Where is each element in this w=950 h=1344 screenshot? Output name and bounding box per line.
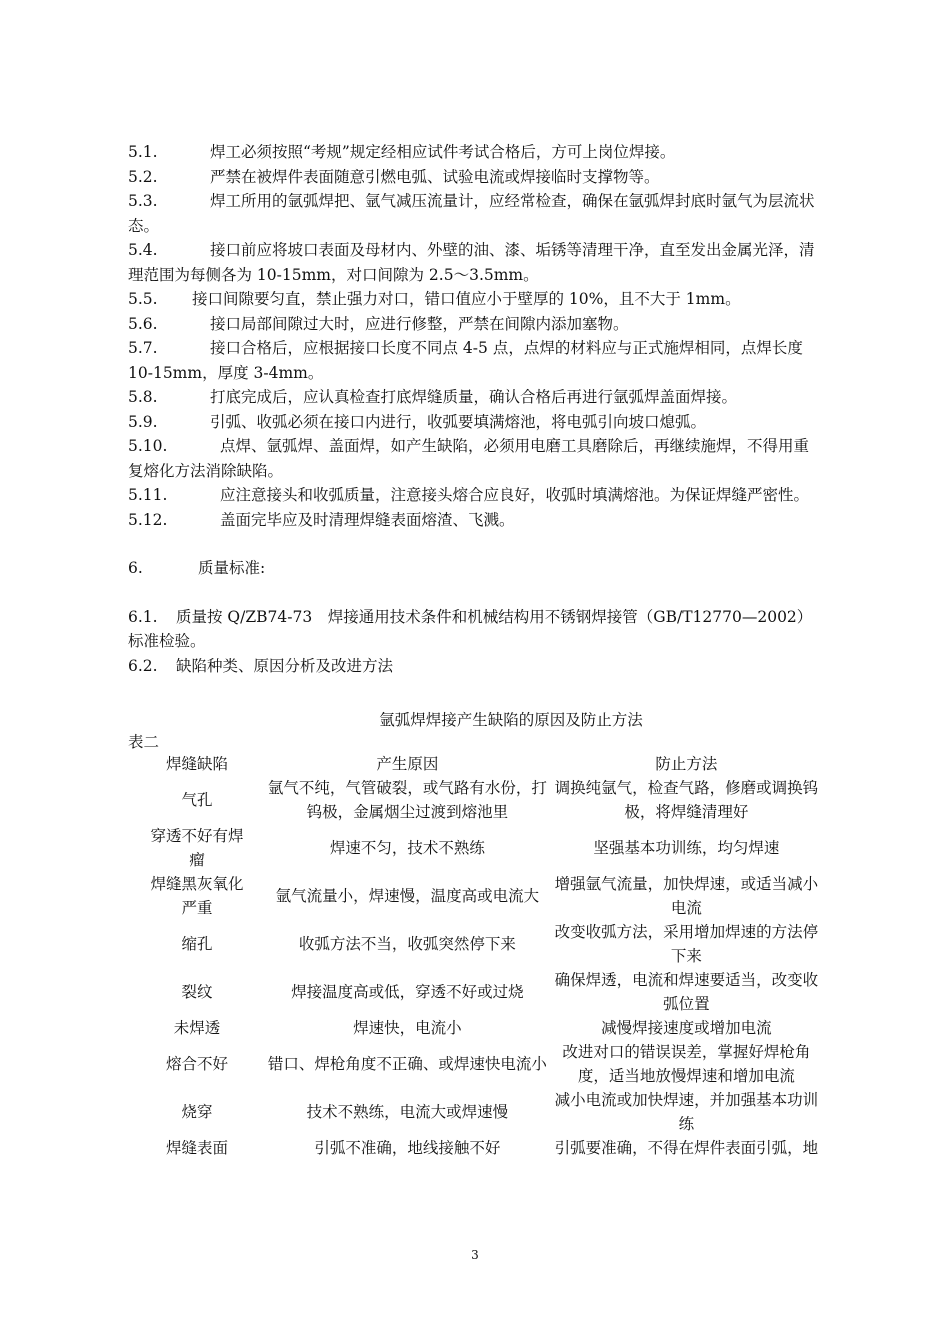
cause-cell: 焊速不匀，技术不熟练	[329, 839, 485, 857]
item-text: 接口局部间隙过大时，应进行修整，严禁在间隙内添加塞物。	[210, 314, 629, 333]
remedy-cell: 调换纯氩气，检查气路，修磨或调换钨极，将焊缝清理好	[554, 779, 819, 821]
list-item	[128, 140, 824, 165]
remedy-cell: 增强氩气流量，加快焊速，或适当减小电流	[554, 875, 819, 917]
item-text: 严禁在被焊件表面随意引燃电弧、试验电流或焊接临时支撑物等。	[210, 167, 660, 186]
item-text: 接口前应将坡口表面及母材内、外壁的油、漆、垢锈等清理干净，直至发出金属光泽，清理范围为每侧各为 10-15mm，对口间隙为 2.5～3.5mm。	[128, 241, 815, 284]
item-text: 质量按 Q/ZB74-73 焊接通用技术条件和机械结构用不锈钢焊接管（GB/T12770—2002）标准检验。	[128, 607, 813, 650]
spacer	[128, 581, 824, 605]
table-row	[128, 824, 824, 872]
remedy-cell: 改进对口的错误误差，掌握好焊枪角度，适当地放慢焊速和增加电流	[562, 1043, 811, 1085]
defect-cell: 焊缝表面	[165, 1139, 228, 1157]
remedy-cell: 减小电流或加快焊速，并加强基本功训练	[554, 1091, 819, 1133]
page-number: 3	[471, 1248, 479, 1262]
list-item	[128, 312, 824, 337]
item-text: 接口间隙要匀直，禁止强力对口，错口值应小于壁厚的 10%，且不大于 1mm。	[192, 290, 741, 308]
item-text: 焊工所用的氩弧焊把、氩气减压流量计，应经常检查，确保在氩弧焊封底时氩气为层流状态。	[128, 192, 815, 235]
item-number: 5.2.	[128, 167, 158, 186]
item-number: 5.12.	[128, 510, 168, 529]
defects-table	[128, 752, 824, 1160]
list-item	[128, 238, 824, 287]
table-row	[128, 1136, 824, 1160]
item-number: 5.4.	[128, 241, 158, 259]
list-item	[128, 385, 824, 410]
list-item	[128, 165, 824, 190]
item-number: 5.6.	[128, 314, 158, 333]
cause-cell: 技术不熟练，电流大或焊速慢	[306, 1103, 509, 1121]
header-cell: 焊缝缺陷	[165, 755, 228, 773]
defect-cell: 未焊透	[173, 1019, 221, 1037]
item-text: 引弧、收弧必须在接口内进行，收弧要填满熔池，将电弧引向坡口熄弧。	[210, 412, 707, 431]
item-number: 6.2.	[128, 656, 158, 675]
table-title: 氩弧焊焊接产生缺陷的原因及防止方法	[379, 711, 643, 729]
table-row	[128, 968, 824, 1016]
header-cell: 防止方法	[655, 755, 718, 773]
item-text: 焊工必须按照“考规”规定经相应试件考试合格后，方可上岗位焊接。	[210, 143, 676, 161]
defect-cell: 焊缝黑灰氧化严重	[150, 875, 244, 917]
list-item	[128, 483, 824, 508]
cause-cell: 氩气流量小，焊速慢，温度高或电流大	[275, 887, 540, 905]
remedy-cell: 引弧要准确，不得在焊件表面引弧，地	[554, 1139, 819, 1157]
list-item	[128, 508, 824, 533]
list-item	[128, 287, 824, 312]
item-text: 打底完成后，应认真检查打底焊缝质量，确认合格后再进行氩弧焊盖面焊接。	[210, 388, 738, 406]
item-number: 5.11.	[128, 486, 168, 504]
remedy-cell: 减慢焊接速度或增加电流	[601, 1019, 772, 1037]
cause-cell: 氩气不纯，气管破裂，或气路有水份，打钨极，金属烟尘过渡到熔池里	[267, 779, 547, 821]
item-text: 应注意接头和收弧质量，注意接头熔合应良好，收弧时填满熔池。为保证焊缝严密性。	[220, 486, 810, 504]
section-heading	[128, 556, 824, 581]
table-label: 表二	[128, 733, 160, 751]
item-number: 5.3.	[128, 192, 158, 210]
cause-cell: 收弧方法不当，收弧突然停下来	[298, 935, 516, 953]
item-number: 5.9.	[128, 412, 158, 431]
remedy-cell: 确保焊透，电流和焊速要适当，改变收弧位置	[554, 971, 819, 1013]
table-row	[128, 776, 824, 824]
list-item	[128, 410, 824, 435]
table-row	[128, 920, 824, 968]
item-text: 点焊、氩弧焊、盖面焊，如产生缺陷，必须用电磨工具磨除后，再继续施焊，不得用重复熔化方法消除缺陷。	[128, 437, 810, 480]
defect-cell: 气孔	[181, 791, 213, 809]
table-row	[128, 1040, 824, 1088]
defect-cell: 缩孔	[181, 935, 213, 953]
table-row	[128, 872, 824, 920]
list-item	[128, 336, 824, 385]
item-text: 盖面完毕应及时清理焊缝表面熔渣、飞溅。	[220, 510, 515, 529]
item-number: 5.8.	[128, 388, 158, 406]
item-number: 6.1.	[128, 607, 158, 626]
cause-cell: 焊接温度高或低，穿透不好或过烧	[291, 983, 524, 1001]
remedy-cell: 坚强基本功训练，均匀焊速	[593, 839, 780, 857]
list-item	[128, 605, 824, 654]
item-number: 5.5.	[128, 290, 158, 308]
remedy-cell: 改变收弧方法，采用增加焊速的方法停下来	[554, 923, 819, 965]
defect-cell: 裂纹	[181, 983, 213, 1001]
list-item	[128, 189, 824, 238]
defect-cell: 熔合不好	[165, 1055, 228, 1073]
cause-cell: 错口、焊枪角度不正确、或焊速快电流小	[267, 1055, 547, 1073]
page-content	[128, 140, 824, 1160]
cause-cell: 引弧不准确，地线接触不好	[314, 1139, 501, 1157]
section-title: 质量标准:	[198, 559, 266, 577]
item-number: 5.10.	[128, 437, 168, 455]
table-row	[128, 1088, 824, 1136]
table-header-row	[128, 752, 824, 776]
defect-cell: 烧穿	[181, 1103, 213, 1121]
cause-cell: 焊速快，电流小	[353, 1019, 462, 1037]
item-number: 5.1.	[128, 143, 158, 161]
defect-cell: 穿透不好有焊瘤	[150, 827, 244, 869]
table-row	[128, 1016, 824, 1040]
list-item	[128, 434, 824, 483]
header-cell: 产生原因	[376, 755, 439, 773]
item-text: 缺陷种类、原因分析及改进方法	[176, 656, 394, 675]
list-item	[128, 654, 824, 679]
item-text: 接口合格后，应根据接口长度不同点 4-5 点，点焊的材料应与正式施焊相同，点焊长度 10-15mm，厚度 3-4mm。	[128, 339, 803, 382]
section-number: 6.	[128, 559, 143, 577]
item-number: 5.7.	[128, 339, 158, 357]
